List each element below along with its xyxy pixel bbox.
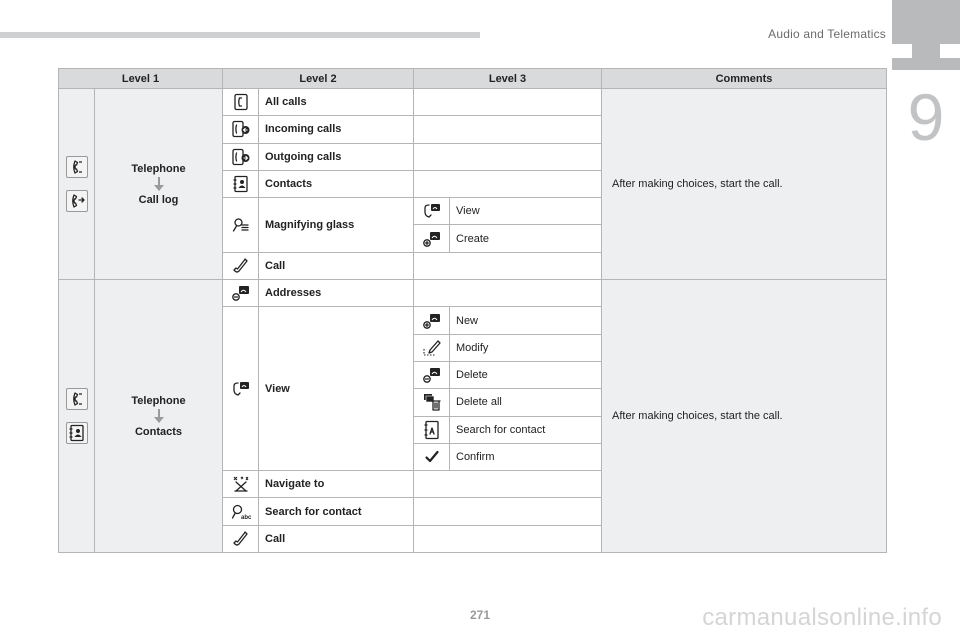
level1-icons bbox=[59, 89, 95, 280]
delete-all-icon bbox=[414, 389, 450, 416]
header-rule bbox=[0, 32, 480, 38]
level2-label: Magnifying glass bbox=[259, 198, 414, 253]
level1-phone-icon bbox=[66, 156, 88, 178]
table-header-row bbox=[59, 69, 887, 89]
level3-label: Create bbox=[450, 225, 602, 252]
call-handset-icon bbox=[223, 525, 259, 552]
svg-text:abc: abc bbox=[240, 514, 251, 521]
col-header-level2: Level 2 bbox=[223, 69, 414, 89]
level3-label: Modify bbox=[450, 334, 602, 361]
arrow-down-icon bbox=[154, 409, 164, 423]
level1-top-label: Telephone bbox=[131, 394, 186, 407]
col-header-level3: Level 3 bbox=[414, 69, 602, 89]
level3-label: Confirm bbox=[450, 443, 602, 470]
level3-label: Delete all bbox=[450, 389, 602, 416]
page-number: 271 bbox=[469, 608, 491, 622]
level2-label: Call bbox=[259, 252, 414, 279]
checkmark-icon bbox=[414, 443, 450, 470]
level2-label: Call bbox=[259, 525, 414, 552]
level1-label bbox=[95, 89, 223, 280]
new-icon bbox=[414, 307, 450, 334]
section-title: Audio and Telematics bbox=[768, 27, 886, 41]
search-abc-icon bbox=[223, 498, 259, 525]
table-row bbox=[59, 280, 887, 307]
level3-empty bbox=[414, 143, 602, 170]
level2-label: All calls bbox=[259, 89, 414, 116]
create-icon bbox=[414, 225, 450, 252]
contacts-icon bbox=[223, 170, 259, 197]
col-header-comments: Comments bbox=[602, 69, 887, 89]
comment: After making choices, start the call. bbox=[602, 280, 887, 553]
outgoing-call-icon bbox=[223, 143, 259, 170]
level2-label: Navigate to bbox=[259, 471, 414, 498]
level3-label: New bbox=[450, 307, 602, 334]
level1-bottom-label: Contacts bbox=[134, 425, 183, 438]
menu-table bbox=[58, 68, 887, 553]
level2-label: View bbox=[259, 307, 414, 471]
addresses-icon bbox=[223, 280, 259, 307]
navigate-icon bbox=[223, 471, 259, 498]
level2-label: Addresses bbox=[259, 280, 414, 307]
chapter-tab bbox=[892, 0, 960, 70]
arrow-down-icon bbox=[154, 177, 164, 191]
level1-bottom-label: Call log bbox=[138, 193, 179, 206]
level3-empty bbox=[414, 525, 602, 552]
search-contact-icon bbox=[414, 416, 450, 443]
comment: After making choices, start the call. bbox=[602, 89, 887, 280]
level3-empty bbox=[414, 89, 602, 116]
level2-label: Contacts bbox=[259, 170, 414, 197]
level2-label: Search for contact bbox=[259, 498, 414, 525]
view-icon bbox=[223, 307, 259, 471]
level3-label: View bbox=[450, 198, 602, 225]
level1-top-label: Telephone bbox=[131, 162, 186, 175]
delete-icon bbox=[414, 361, 450, 388]
watermark: carmanualsonline.info bbox=[702, 604, 942, 631]
incoming-call-icon bbox=[223, 116, 259, 143]
level1-calllog-icon bbox=[66, 190, 88, 212]
col-header-level1: Level 1 bbox=[59, 69, 223, 89]
level3-empty bbox=[414, 471, 602, 498]
modify-icon bbox=[414, 334, 450, 361]
level3-label: Search for contact bbox=[450, 416, 602, 443]
chapter-tab-notch-left bbox=[892, 44, 912, 58]
chapter-tab-notch-right bbox=[940, 44, 960, 58]
level3-empty bbox=[414, 498, 602, 525]
call-handset-icon bbox=[223, 252, 259, 279]
level1-phone-icon bbox=[66, 388, 88, 410]
level3-empty bbox=[414, 116, 602, 143]
level1-icons bbox=[59, 280, 95, 553]
magnifier-list-icon bbox=[223, 198, 259, 253]
phone-list-icon bbox=[223, 89, 259, 116]
level2-label: Incoming calls bbox=[259, 116, 414, 143]
view-icon bbox=[414, 198, 450, 225]
table-row bbox=[59, 89, 887, 116]
level1-contacts-icon bbox=[66, 422, 88, 444]
level3-empty bbox=[414, 170, 602, 197]
level3-empty bbox=[414, 252, 602, 279]
level1-label bbox=[95, 280, 223, 553]
chapter-number: 9 bbox=[907, 80, 945, 154]
level3-empty bbox=[414, 280, 602, 307]
level3-label: Delete bbox=[450, 361, 602, 388]
level2-label: Outgoing calls bbox=[259, 143, 414, 170]
